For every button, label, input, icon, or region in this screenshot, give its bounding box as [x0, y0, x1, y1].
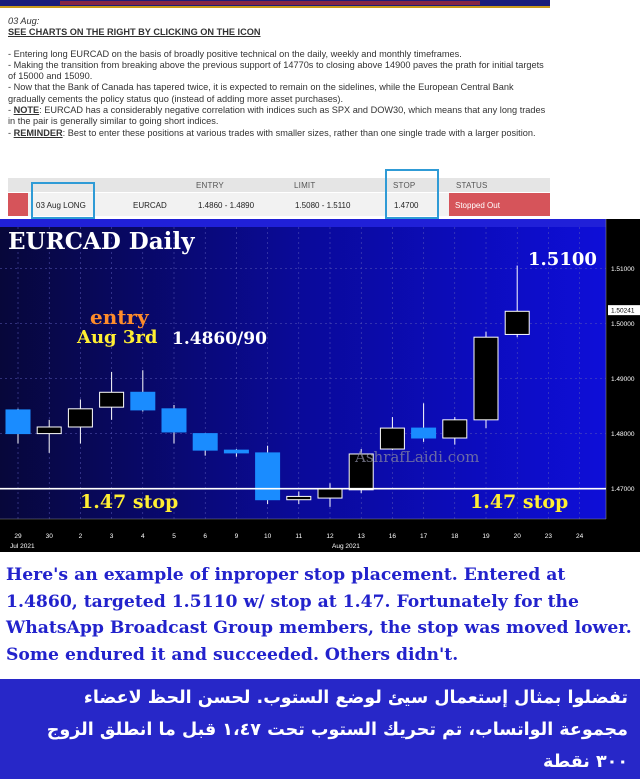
entry-price-label: 1.4860/90 — [172, 329, 267, 349]
x-tick-label: 9 — [234, 533, 239, 540]
bullet-2: - Making the transition from breaking above the previous support of 14770s to closing above 14900 paves the prath for initial targets of 15000 and 15090. — [8, 59, 544, 82]
candle-up — [318, 489, 342, 498]
entry-date-label: Aug 3rd — [77, 327, 158, 348]
stop-label-right: 1.47 stop — [470, 491, 569, 513]
target-label: 1.5100 — [528, 249, 597, 270]
y-tick-label: 1.48000 — [611, 431, 635, 439]
x-tick-label: 2 — [78, 533, 83, 540]
x-tick-label: 5 — [172, 533, 176, 540]
x-month-label: Aug 2021 — [332, 543, 360, 550]
x-tick-label: 23 — [544, 533, 553, 540]
candle-up — [68, 409, 92, 427]
header-limit: LIMIT — [294, 181, 316, 190]
caption-text: Here's an example of inproper stop placement. Entered at 1.4860, targeted 1.5110 w/ stop at 1.47. Fortunately for the WhatsApp Broadcast Group members, the stop was moved lower. Some endured it and succeeded. Others didn't. — [6, 565, 632, 665]
row-pair: EURCAD — [133, 201, 167, 210]
y-tick-label: 1.49000 — [611, 376, 635, 384]
y-tick-label: 1.50000 — [611, 320, 635, 328]
note-label: NOTE — [13, 105, 40, 116]
candle-up — [474, 337, 498, 420]
candle-down — [412, 428, 436, 438]
row-entry: 1.4860 - 1.4890 — [198, 201, 255, 210]
highlight-stop-box — [385, 169, 439, 219]
chart-title: EURCAD Daily — [8, 228, 195, 255]
x-tick-label: 3 — [109, 533, 114, 540]
candle-up — [443, 420, 467, 438]
candle-up — [37, 427, 61, 434]
charts-link-headline[interactable]: SEE CHARTS ON THE RIGHT BY CLICKING ON THE ICON — [8, 27, 261, 38]
x-tick-label: 29 — [14, 533, 22, 540]
candle-down — [6, 410, 30, 434]
plot-top-strip — [0, 219, 606, 227]
x-tick-label: 24 — [575, 533, 584, 540]
candle-up — [287, 496, 311, 499]
arabic-caption: تفضلوا بمثال إستعمال سيئ لوضع الستوب. لحسن الحظ لاعضاء مجموعة الواتساب، تم تحريك الستوب تحت ١،٤٧ قبل ما انطلق الزوج ٣٠٠ نقطة — [0, 679, 640, 779]
banner-strip — [60, 1, 480, 5]
candle-down — [224, 450, 248, 453]
x-tick-label: 30 — [45, 533, 53, 540]
candle-down — [162, 409, 186, 432]
row-status-marker — [8, 193, 28, 216]
article-date: 03 Aug: — [8, 16, 40, 26]
x-tick-label: 6 — [203, 533, 208, 540]
reminder-dash: - — [8, 127, 14, 138]
eurcad-chart — [0, 219, 640, 552]
entry-label: entry — [90, 305, 149, 329]
plot-background — [0, 219, 606, 519]
y-tick-label: 1.47000 — [611, 486, 635, 494]
x-month-label: Jul 2021 — [10, 543, 35, 550]
x-tick-label: 19 — [482, 533, 490, 540]
header-stop: STOP — [393, 181, 416, 190]
reminder-text: : Best to enter these positions at various trades with smaller sizes, rather than one single trade with a larger position. — [62, 127, 536, 138]
row-limit: 1.5080 - 1.5110 — [295, 201, 351, 210]
note-dash: - — [8, 105, 14, 116]
x-tick-label: 11 — [295, 533, 303, 540]
chart-svg — [0, 219, 640, 552]
reminder-paragraph — [8, 128, 553, 139]
watermark: AshrafLaidi.com — [355, 448, 480, 466]
row-status: Stopped Out — [449, 193, 550, 216]
header-status: STATUS — [456, 181, 488, 190]
x-tick-label: 20 — [513, 533, 521, 540]
y-tick-label: 1.51000 — [611, 265, 635, 273]
bullet-1: - Entering long EURCAD on the basis of broadly positive technical on the daily, weekly and monthly timeframes. — [8, 48, 462, 59]
x-tick-label: 17 — [419, 533, 428, 540]
top-banner — [0, 0, 550, 8]
header-entry: ENTRY — [196, 181, 224, 190]
candle-up — [505, 311, 529, 334]
article-text — [8, 16, 553, 139]
x-tick-label: 13 — [357, 533, 365, 540]
highlight-date-box — [31, 182, 95, 219]
x-tick-label: 16 — [388, 533, 397, 540]
stop-label-left: 1.47 stop — [80, 491, 179, 513]
candle-down — [256, 453, 280, 500]
row-stop: 1.4700 — [394, 201, 419, 210]
note-text: : EURCAD has a considerably negative correlation with indices such as SPX and DOW30, which means that any long trades in the pair is generally similar to going short indices. — [8, 105, 546, 127]
x-tick-label: 12 — [326, 533, 334, 540]
reminder-label: REMINDER — [13, 127, 63, 138]
candle-up — [100, 392, 124, 407]
x-tick-label: 10 — [263, 533, 272, 540]
x-tick-label: 18 — [451, 533, 459, 540]
row-date: 03 Aug LONG — [36, 201, 86, 210]
candle-up — [380, 428, 404, 449]
candle-down — [193, 434, 217, 451]
note-paragraph — [8, 105, 553, 128]
bullet-3: - Now that the Bank of Canada has tapered twice, it is expected to remain on the sidelines, while the European Central Bank gradually cements the policy status quo (instead of adding more asset purchases). — [8, 82, 514, 104]
x-tick-label: 4 — [140, 533, 145, 540]
trade-table — [8, 178, 550, 218]
last-price-label: 1.50241 — [611, 307, 635, 315]
candle-down — [131, 392, 155, 410]
